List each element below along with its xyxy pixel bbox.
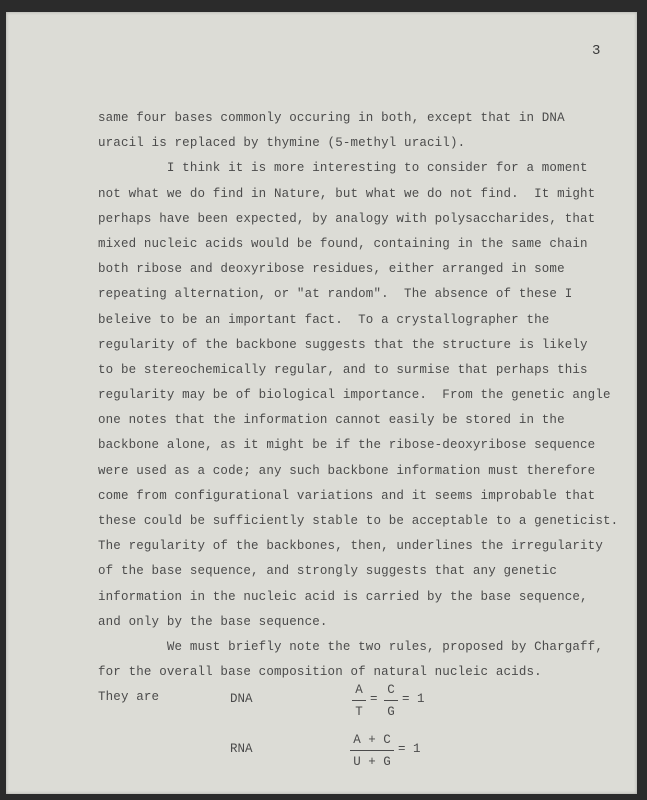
text-line: and only by the base sequence. <box>98 614 328 629</box>
rna-label: RNA <box>230 742 253 756</box>
dna-label: DNA <box>230 692 253 706</box>
text-line: come from configurational variations and it seems improbable that <box>98 488 596 503</box>
text-line: not what we do find in Nature, but what we do not find. It might <box>98 186 596 201</box>
text-line: backbone alone, as it might be if the ribose-deoxyribose sequence <box>98 438 596 453</box>
text-line: They are <box>98 690 160 705</box>
dna-fraction-a-t <box>352 682 366 720</box>
rna-frac-numerator: A + C <box>350 732 394 751</box>
text-line: mixed nucleic acids would be found, containing in the same chain <box>98 236 588 251</box>
text-line: were used as a code; any such backbone information must therefore <box>98 463 596 478</box>
rna-result: = 1 <box>398 742 421 756</box>
text-line: I think it is more interesting to consider for a moment <box>98 161 588 176</box>
text-line: one notes that the information cannot easily be stored in the <box>98 413 565 428</box>
text-line: for the overall base composition of natural nucleic acids. <box>98 665 542 680</box>
document-page <box>6 12 637 794</box>
text-line: The regularity of the backbones, then, underlines the irregularity <box>98 539 603 554</box>
dna-frac2-numerator: C <box>384 682 398 701</box>
text-line: regularity of the backbone suggests that the structure is likely <box>98 337 588 352</box>
dna-result: = 1 <box>402 692 425 706</box>
dna-fraction-c-g <box>384 682 398 720</box>
text-line: uracil is replaced by thymine (5-methyl uracil). <box>98 136 466 151</box>
page-number: 3 <box>592 43 601 59</box>
text-line: We must briefly note the two rules, proposed by Chargaff, <box>98 639 603 654</box>
rna-fraction <box>350 732 394 770</box>
text-line: of the base sequence, and strongly suggests that any genetic <box>98 564 558 579</box>
text-line: these could be sufficiently stable to be acceptable to a geneticist. <box>98 514 619 528</box>
rna-frac-denominator: U + G <box>353 755 391 769</box>
dna-frac1-numerator: A <box>352 682 366 701</box>
text-line: same four bases commonly occuring in both, except that in DNA <box>98 111 565 125</box>
rna-formula <box>336 732 456 772</box>
body-text <box>98 106 638 711</box>
dna-frac2-denominator: G <box>387 705 395 719</box>
text-line: perhaps have been expected, by analogy with polysaccharides, that <box>98 211 596 226</box>
text-line: repeating alternation, or "at random". The absence of these I <box>98 287 573 302</box>
dna-equals: = <box>370 692 378 706</box>
text-line: both ribose and deoxyribose residues, either arranged in some <box>98 262 565 277</box>
text-line: regularity may be of biological importance. From the genetic angle <box>98 388 611 403</box>
dna-formula <box>336 682 456 722</box>
dna-frac1-denominator: T <box>355 705 363 719</box>
text-line: information in the nucleic acid is carried by the base sequence, <box>98 589 588 604</box>
text-line: to be stereochemically regular, and to surmise that perhaps this <box>98 362 588 377</box>
text-line: beleive to be an important fact. To a crystallographer the <box>98 312 550 327</box>
